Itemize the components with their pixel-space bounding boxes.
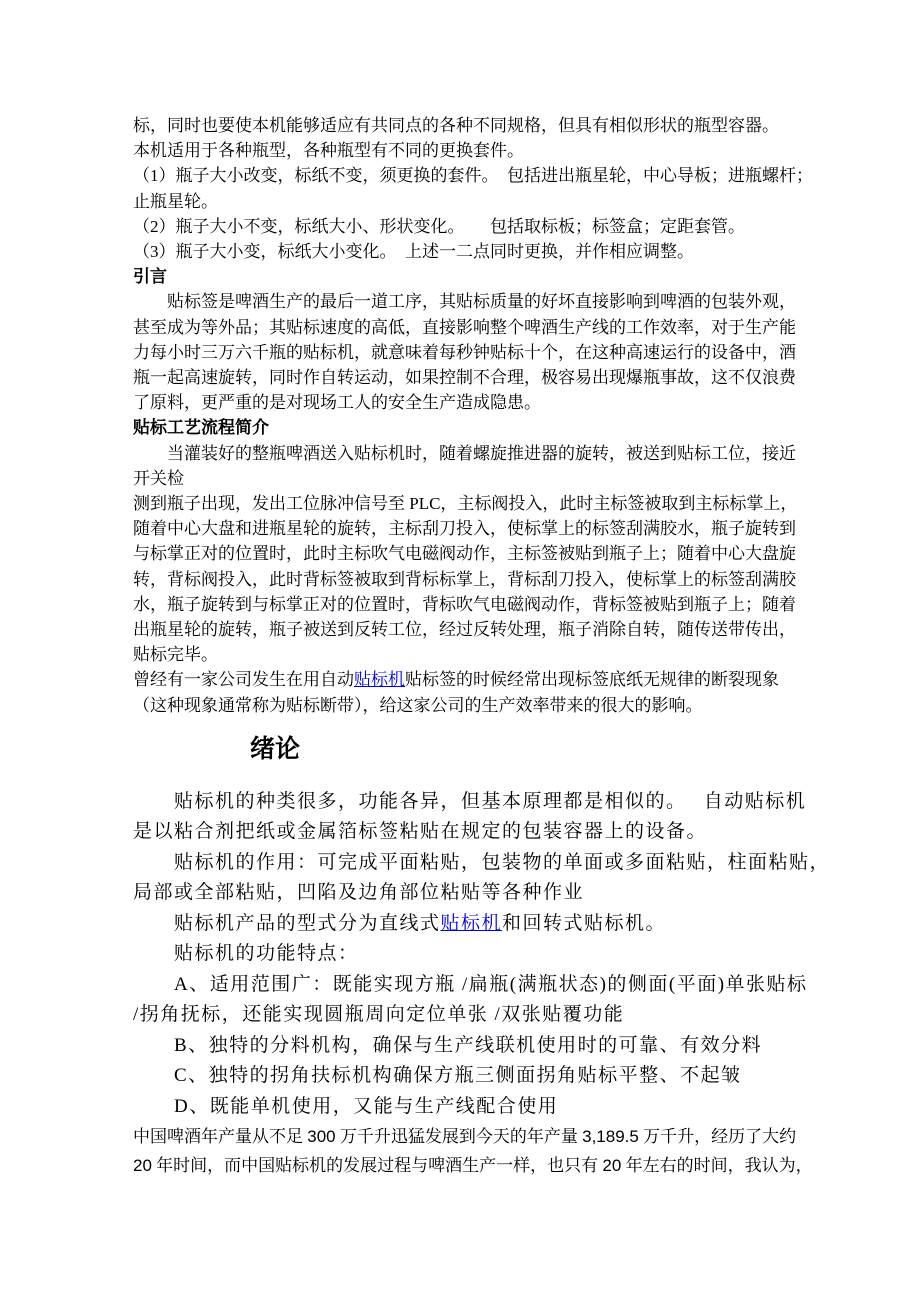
text-run: 瓶一起高速旋转，同时作自转运动，如果控制不合理，极容易出现爆瓶事故，这不仅浪费 (133, 368, 796, 388)
text-line (133, 909, 795, 940)
text-line (133, 1151, 813, 1180)
text-run: 中国啤酒年产量从不足 (133, 1127, 308, 1147)
text-run: 贴标机的作用：可完成平面粘贴，包装物的单面或多面粘贴，柱面粘贴， (133, 851, 831, 873)
section-beer-output (133, 1122, 813, 1180)
text-line (133, 365, 795, 390)
text-line (133, 592, 795, 617)
text-line (133, 970, 808, 1001)
text-run: 开关检 (133, 468, 184, 488)
text-line (133, 138, 795, 163)
text-run: 与标掌正对的位置时，此时主标吹气电磁阀动作，主标签被贴到瓶子上；随着中心大盘旋 (133, 544, 796, 564)
numeric-text: 3,189.5 (582, 1127, 639, 1147)
inline-hyperlink[interactable]: 贴标机 (440, 912, 503, 934)
text-line (133, 1000, 795, 1031)
heading-xulun: 绪论 (250, 734, 301, 763)
text-run: 测到瓶子出现，发出工位脉冲信号至 PLC，主标阀投入，此时主标签被取到主标标掌上， (133, 494, 798, 514)
text-run: B、独特的分料机构，确保与生产线联机使用时的可靠、有效分料 (133, 1034, 763, 1056)
inline-hyperlink[interactable]: 贴标机 (354, 670, 405, 690)
text-line (133, 541, 795, 566)
numeric-text: 20 (133, 1156, 152, 1176)
text-run: 年左右的时间，我认为， (621, 1156, 813, 1176)
text-run: 贴标机产品的型式分为直线式 (133, 912, 441, 934)
text-line (133, 1122, 795, 1151)
text-line (133, 113, 795, 138)
text-line (133, 693, 795, 718)
text-run: 当灌装好的整瓶啤酒送入贴标机时，随着螺旋推进器的旋转，被送到贴标工位，接近 (133, 443, 796, 463)
text-run: 转，背标阀投入，此时背标签被取到背标标掌上，背标刮刀投入，使标掌上的标签刮满胶 (133, 569, 796, 589)
section-labeling-process (133, 441, 798, 718)
text-line (133, 1061, 795, 1092)
text-line (133, 848, 831, 879)
text-run: 是以粘合剂把纸或金属箔标签粘贴在规定的包装容器上的设备。 (133, 821, 708, 843)
text-run: A、适用范围广：既能实现方瓶 /扁瓶(满瓶状态)的侧面(平面)单张贴标 (133, 973, 808, 995)
text-run: 万千升，经历了大约 (638, 1127, 797, 1147)
text-run: 止瓶星轮。 (133, 191, 218, 211)
text-run: D、既能单机使用，又能与生产线配合使用 (133, 1095, 559, 1117)
text-run: 贴标机的功能特点： (133, 943, 359, 965)
section-chapter-body (133, 787, 831, 1123)
text-run: /拐角抚标，还能实现圆瓶周向定位单张 /双张贴覆功能 (133, 1004, 625, 1026)
text-line (133, 239, 795, 264)
text-run: 贴标完毕。 (133, 645, 218, 665)
text-run: 贴标签是啤酒生产的最后一道工序，其贴标质量的好坏直接影响到啤酒的包装外观， (133, 292, 796, 312)
text-run: 和回转式贴标机。 (502, 912, 667, 934)
text-run: 标，同时也要使本机能够适应有共同点的各种不同规格，但具有相似形状的瓶型容器。 (133, 116, 779, 135)
text-run: 贴标签的时候经常出现标签底纸无规律的断裂现象 (405, 670, 779, 690)
section-introduction (133, 289, 795, 415)
text-run: 随着中心大盘和进瓶星轮的旋转，主标刮刀投入，使标掌上的标签刮满胶水，瓶子旋转到 (133, 519, 796, 539)
text-line (133, 1092, 795, 1123)
text-line (133, 617, 795, 642)
text-run: 本机适用于各种瓶型，各种瓶型有不同的更换套件。 (133, 141, 524, 161)
numeric-text: 300 (307, 1127, 336, 1147)
text-run: （3）瓶子大小变，标纸大小变化。 上述一二点同时更换，并作相应调整。 (133, 242, 694, 262)
text-run: 曾经有一家公司发生在用自动 (133, 670, 354, 690)
text-line (133, 516, 795, 541)
section-replacement-parts (133, 113, 813, 264)
numeric-text: 20 (602, 1156, 622, 1176)
heading-yinyan: 引言 (133, 267, 167, 287)
text-run: 万千升迅猛发展到今天的年产量 (335, 1127, 583, 1147)
text-line (133, 466, 795, 491)
text-line (133, 787, 807, 818)
text-run: （2）瓶子大小不变，标纸大小、形状变化。 包括取标板；标签盒；定距套管。 (133, 216, 745, 236)
text-run: 贴标机的种类很多，功能各异，但基本原理都是相似的。 自动贴标机 (133, 790, 807, 812)
text-run: 年时间，而中国贴标机的发展过程与啤酒生产一样，也只有 (151, 1156, 603, 1176)
text-line (133, 491, 798, 516)
text-line (133, 390, 795, 415)
text-line (133, 817, 795, 848)
text-line (133, 878, 795, 909)
text-line (133, 340, 795, 365)
text-line (133, 315, 795, 340)
text-line (133, 567, 795, 592)
text-run: 了原料，更严重的是对现场工人的安全生产造成隐患。 (133, 393, 541, 413)
document-page (133, 113, 831, 1180)
text-run: 力每小时三万六千瓶的贴标机，就意味着每秒钟贴标十个，在这种高速运行的设备中，酒 (133, 342, 796, 362)
text-line (133, 642, 795, 667)
text-line (133, 939, 795, 970)
text-line (133, 289, 795, 314)
text-run: （1）瓶子大小改变，标纸不变，须更换的套件。 包括进出瓶星轮，中心导板；进瓶螺杆； (133, 166, 813, 186)
text-run: （这种现象通常称为贴标断带），给这家公司的生产效率带来的很大的影响。 (133, 695, 703, 715)
text-run: 出瓶星轮的旋转，瓶子被送到反转工位，经过反转处理，瓶子消除自转，随传送带传出， (133, 620, 796, 640)
text-run: 甚至成为等外品；其贴标速度的高低，直接影响整个啤酒生产线的工作效率，对于生产能 (133, 317, 796, 337)
text-run: 水，瓶子旋转到与标掌正对的位置时，背标吹气电磁阀动作，背标签被贴到瓶子上；随着 (133, 594, 796, 614)
text-line (133, 163, 813, 188)
text-line (133, 214, 795, 239)
text-run: 局部或全部粘贴，凹陷及边角部位粘贴等各种作业 (133, 882, 585, 904)
text-line (133, 441, 795, 466)
text-line (133, 189, 795, 214)
text-line (133, 1031, 795, 1062)
text-run: C、独特的拐角扶标机构确保方瓶三侧面拐角贴标平整、不起皱 (133, 1065, 742, 1087)
heading-labeling-process: 贴标工艺流程简介 (133, 418, 269, 438)
text-line (133, 667, 795, 692)
